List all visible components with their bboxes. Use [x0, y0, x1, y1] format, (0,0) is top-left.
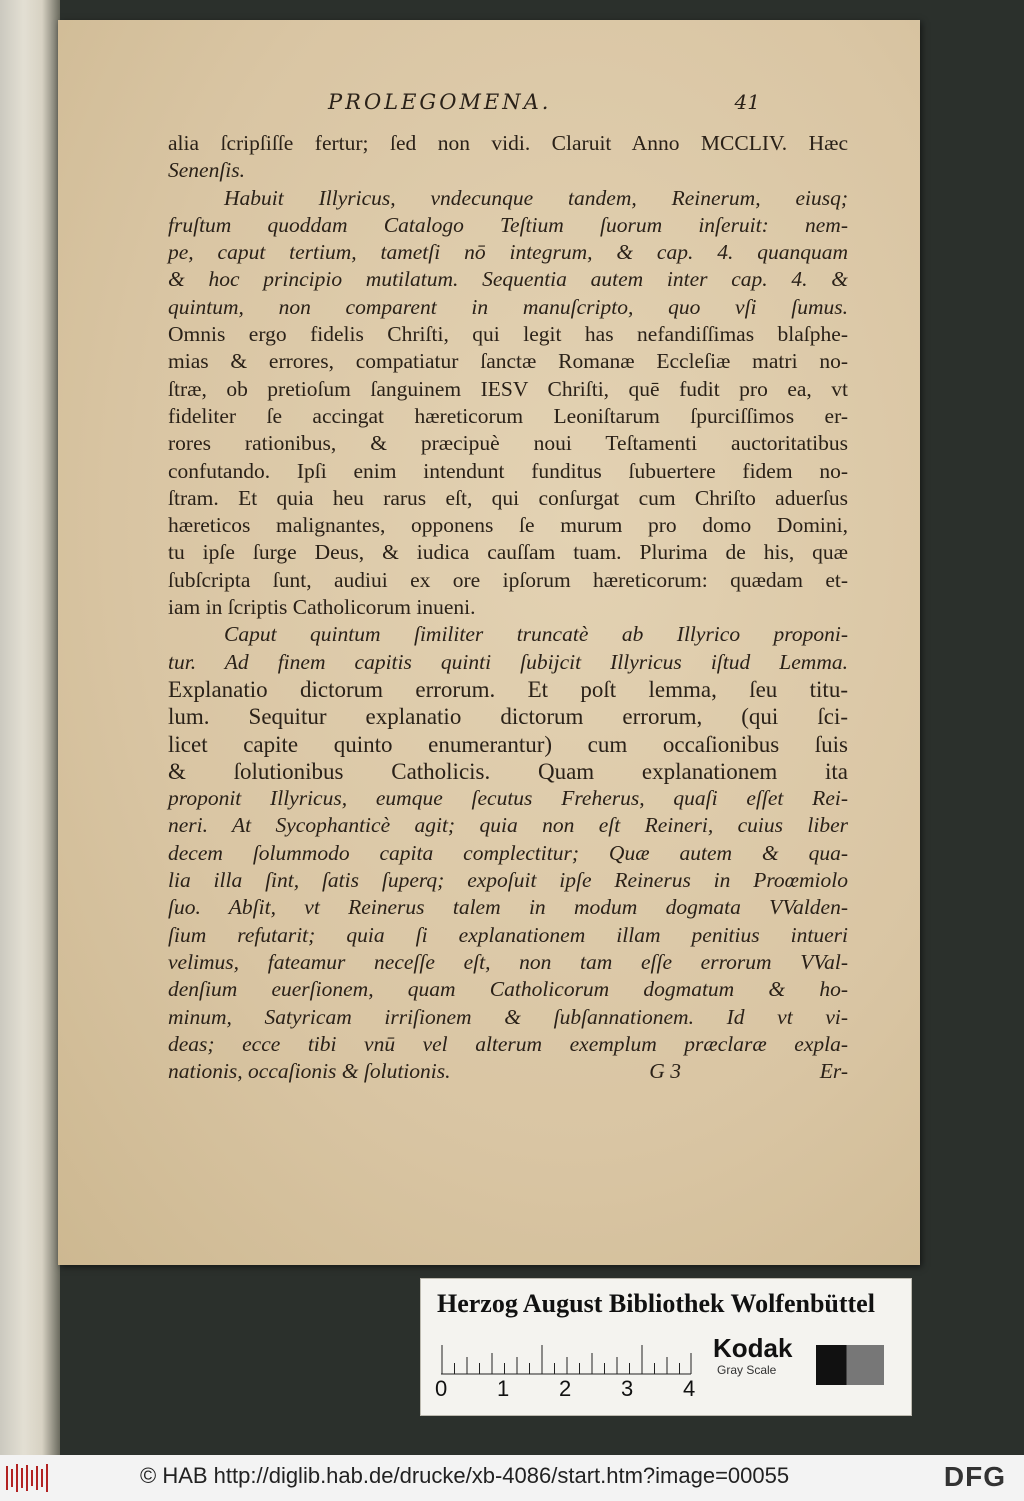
ruler-number: 3 — [621, 1376, 634, 1401]
catchword: Er- — [819, 1059, 848, 1084]
hab-barcode-icon — [6, 1464, 48, 1492]
ruler-number: 1 — [497, 1376, 510, 1401]
gray-scale-patch — [816, 1345, 884, 1385]
dfg-logo: DFG — [943, 1461, 1006, 1492]
text-line: hæreticos malignantes, opponens ſe murum pro domo Domini, — [168, 513, 848, 538]
library-color-chart-label — [420, 1278, 912, 1416]
text-line: lia illa ſint, ſatis ſuperq; expoſuit ipſe Reinerus in Proœmiolo — [168, 868, 848, 893]
text-line: tu ipſe ſurge Deus, & iudica cauſſam tuam. Plurima de his, quæ — [168, 540, 848, 565]
text-line: ſtræ, ob pretioſum ſanguinem IESV Chriſti, quē fudit pro ea, vt — [168, 376, 848, 401]
text-line: deas; ecce tibi vnū vel alterum exemplum præclaræ expla- — [168, 1031, 848, 1056]
text-line: Caput quintum ſimiliter truncatè ab Illyrico proponi- — [224, 622, 848, 647]
ruler-number: 0 — [435, 1376, 448, 1401]
footer-bar — [0, 1455, 1024, 1501]
text-line: neri. At Sycophanticè agit; quia non eſt Reineri, cuius liber — [168, 813, 848, 838]
body-text — [168, 130, 848, 1085]
text-line: mias & errores, compatiatur ſanctæ Romanæ Eccleſiæ matri no- — [168, 349, 848, 374]
text-line: & ſolutionibus Catholicis. Quam explanationem ita — [168, 758, 848, 784]
text-line: fruſtum quoddam Catalogo Teſtium ſuorum inſeruit: nem- — [168, 212, 848, 237]
signature-mark: G 3 — [649, 1059, 681, 1084]
text-line: Habuit Illyricus, vndecunque tandem, Reinerum, eiusq; — [224, 185, 848, 210]
ruler-number: 4 — [683, 1376, 696, 1401]
adjacent-page-edge — [0, 0, 60, 1455]
book-page — [58, 20, 920, 1265]
text-line: ſuo. Abſit, vt Reinerus talem in modum dogmata VValden- — [168, 895, 848, 920]
text-line: iam in ſcriptis Catholicorum inueni. — [168, 595, 476, 620]
page-number: 41 — [734, 90, 760, 114]
last-line — [168, 1058, 848, 1085]
library-name: Herzog August Bibliothek Wolfenbüttel — [437, 1289, 875, 1318]
text-line: Senenſis. — [168, 158, 246, 183]
text-line: ſtram. Et quia heu rarus eſt, qui conſurgat cum Chriſto aduerſus — [168, 485, 848, 510]
text-line: pe, caput tertium, tametſi nō integrum, & cap. 4. quanquam — [168, 240, 848, 265]
scale-ruler — [441, 1345, 701, 1375]
text-line: proponit Illyricus, eumque ſecutus Freherus, quaſi eſſet Rei- — [168, 786, 848, 811]
text-line: rores rationibus, & præcipuè noui Teſtamenti auctoritatibus — [168, 431, 848, 456]
text-line: ſium refutarit; quia ſi explanationem illam penitius intueri — [168, 922, 848, 947]
text-line: licet capite quinto enumerantur) cum occaſionibus ſuis — [168, 731, 848, 757]
text-line: denſium euerſionem, quam Catholicorum dogmatum & ho- — [168, 977, 848, 1002]
text-line: & hoc principio mutilatum. Sequentia autem inter cap. 4. & — [168, 267, 848, 292]
text-line: ſubſcripta ſunt, audiui ex ore ipſorum hæreticorum: quædam et- — [168, 567, 848, 592]
copyright-link[interactable]: © HAB http://diglib.hab.de/drucke/xb-4086/start.htm?image=00055 — [140, 1463, 790, 1488]
running-title: PROLEGOMENA. — [328, 90, 552, 114]
text-line: minum, Satyricam irriſionem & ſubſannationem. Id vt vi- — [168, 1004, 848, 1029]
text-line: confutando. Ipſi enim intendunt funditus ſubuertere fidem no- — [168, 458, 848, 483]
gray-scale-label: Gray Scale — [717, 1363, 777, 1377]
kodak-logo: Kodak — [713, 1333, 793, 1363]
text-line: tur. Ad finem capitis quinti ſubijcit Illyricus iſtud Lemma. — [168, 649, 848, 674]
text-line: fideliter ſe accingat hæreticorum Leoniſtarum ſpurciſſimos er- — [168, 403, 848, 428]
text-line: Explanatio dictorum errorum. Et poſt lemma, ſeu titu- — [168, 676, 848, 702]
text-line: quintum, non comparent in manuſcripto, quo vſi ſumus. — [168, 294, 848, 319]
text-line: velimus, fateamur neceſſe eſt, non tam eſſe errorum VVal- — [168, 949, 848, 974]
text-line: decem ſolummodo capita complectitur; Quæ autem & qua- — [168, 840, 848, 865]
ruler-number: 2 — [559, 1376, 572, 1401]
text-line: lum. Sequitur explanatio dictorum errorum, (qui ſci- — [168, 704, 848, 730]
text-line: Omnis ergo fidelis Chriſti, qui legit has nefandiſſimas blaſphe- — [168, 322, 848, 347]
text-line: nationis, occaſionis & ſolutionis. — [168, 1059, 451, 1084]
text-line: alia ſcripſiſſe fertur; ſed non vidi. Claruit Anno MCCLIV. Hæc — [168, 131, 848, 155]
